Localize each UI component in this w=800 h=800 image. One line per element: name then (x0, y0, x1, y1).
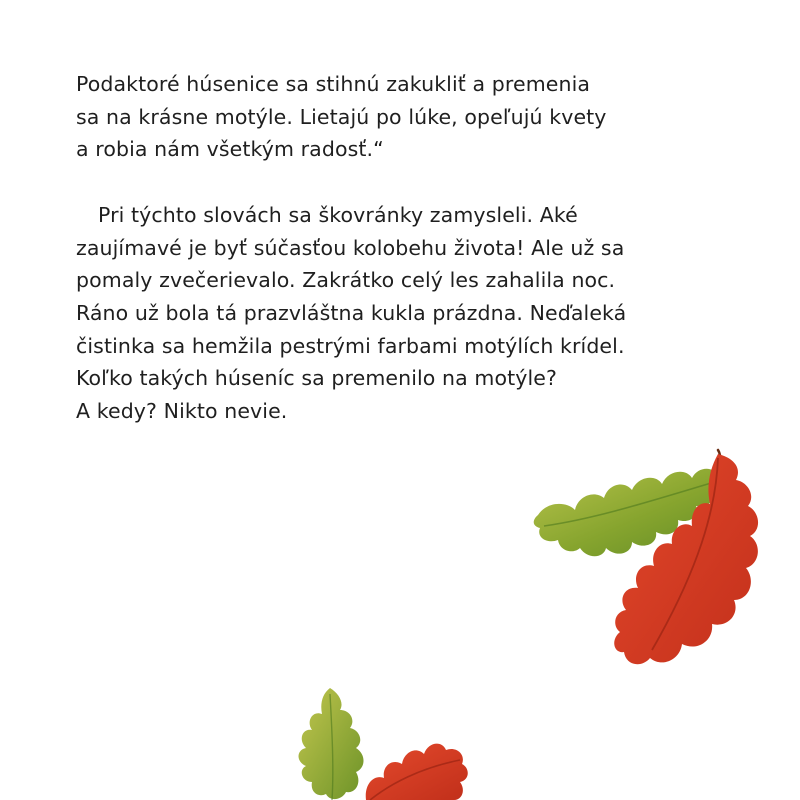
story-text (76, 68, 776, 428)
text-line: Podaktoré húsenice sa stihnú zakukliť a premenia (76, 72, 591, 96)
text-line: zaujímavé je byť súčasťou kolobehu života! Ale už sa (76, 235, 625, 260)
oak-leaves-illustration-bottom (270, 680, 470, 800)
text-line: čistinka sa hemžila pestrými farbami motýlích krídel. (76, 333, 625, 358)
paragraph-1 (76, 68, 776, 166)
red-oak-leaf (366, 744, 468, 800)
text-line: pomaly zvečerievalo. Zakrátko celý les zahalila noc. (76, 268, 616, 293)
text-line: Ráno už bola tá prazvláštna kukla prázdna. Neďaleká (76, 300, 627, 325)
text-line: a robia nám všetkým radosť.“ (76, 137, 384, 162)
green-oak-leaf (534, 469, 734, 557)
green-oak-leaf (299, 688, 364, 799)
text-line: Pri týchto slovách sa škovránky zamysleli. Aké (98, 202, 578, 227)
text-line: A kedy? Nikto nevie. (76, 399, 288, 424)
text-line: Koľko takých húseníc sa premenilo na motýle? (76, 366, 557, 391)
oak-leaves-illustration-top (520, 440, 800, 690)
red-oak-leaf (614, 454, 758, 664)
text-line: sa na krásne motýle. Lietajú po lúke, opeľujú kvety (76, 104, 607, 129)
paragraph-2 (76, 199, 776, 428)
